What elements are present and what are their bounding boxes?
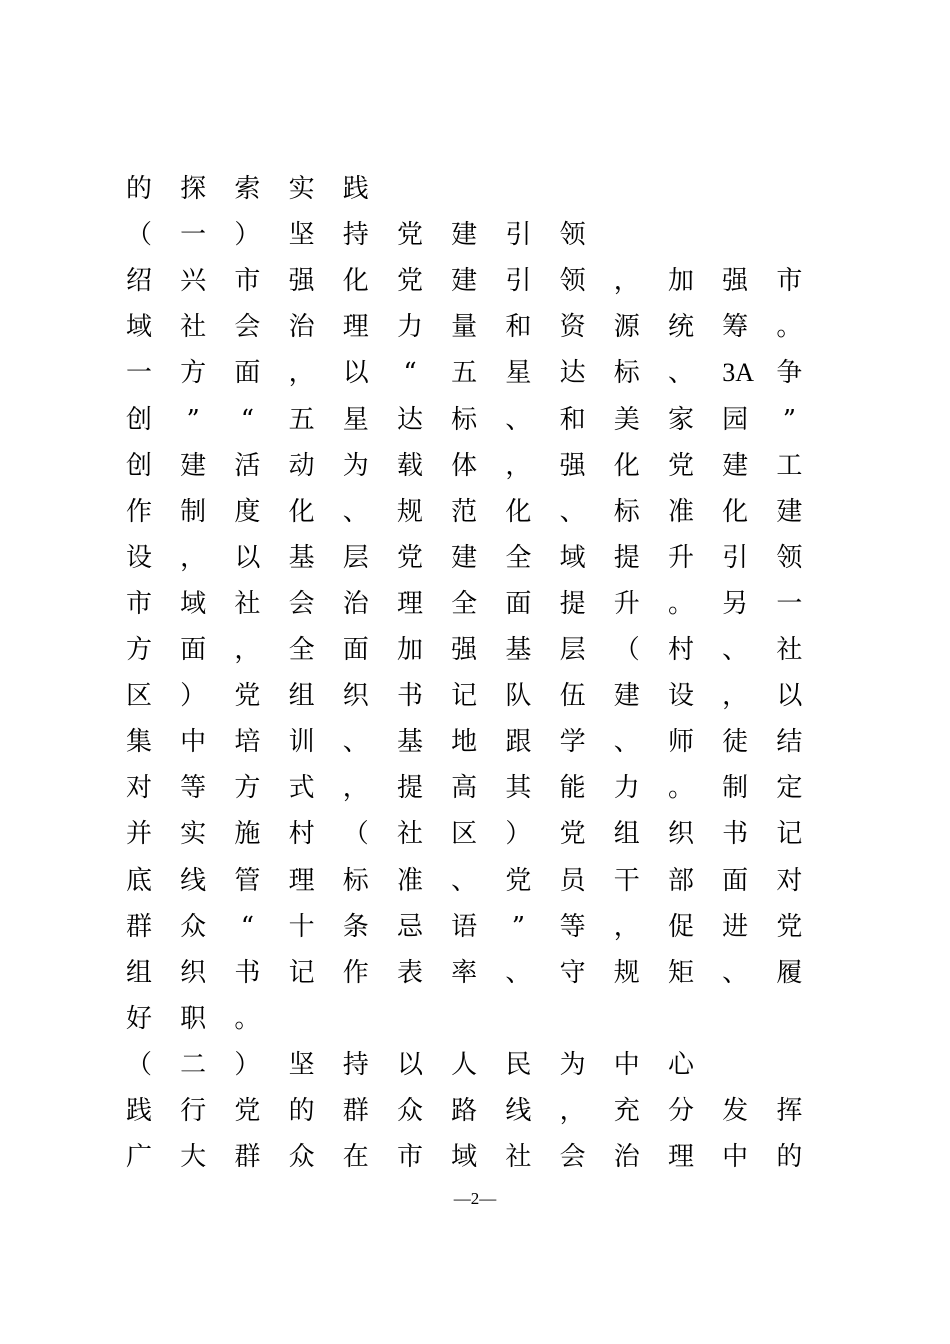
text-char: 、: [722, 635, 749, 665]
text-char: 化: [722, 496, 749, 527]
text-char: 全: [451, 588, 478, 619]
text-char: 化: [613, 450, 640, 481]
text-char: 方: [180, 358, 207, 389]
text-char: 组: [125, 957, 152, 988]
text-char: 员: [559, 865, 586, 896]
text-char: 队: [505, 681, 532, 712]
text-char: 广: [125, 1142, 152, 1173]
text-char: 在: [342, 1142, 369, 1173]
text-char: 引: [505, 266, 532, 297]
text-char: 、: [342, 727, 369, 758]
text-char: 充: [613, 1096, 640, 1126]
text-char: 党: [505, 865, 532, 896]
text-char: 线: [505, 1096, 532, 1126]
text-char: 统: [667, 312, 694, 343]
text-line: [124, 765, 804, 811]
text-char: 行: [180, 1096, 207, 1126]
text-char: 理: [396, 588, 423, 619]
text-line: [124, 1134, 804, 1180]
text-line: [124, 397, 804, 443]
text-char: 学: [559, 727, 586, 758]
text-char: 力: [613, 773, 640, 804]
text-char: ，: [234, 635, 261, 665]
text-char: 二: [180, 1049, 207, 1080]
text-char: 园: [722, 404, 749, 435]
text-char: 践: [342, 174, 369, 204]
text-char: 为: [342, 450, 369, 481]
text-char: 党: [234, 681, 261, 712]
text-char: 域: [559, 542, 586, 573]
text-char: 作: [125, 496, 152, 527]
text-char: 、: [559, 496, 586, 527]
text-char: 引: [505, 220, 532, 251]
text-char: ，: [505, 450, 532, 481]
text-char: 规: [613, 957, 640, 988]
text-char: 中: [722, 1142, 749, 1173]
text-char: 五: [288, 404, 315, 435]
text-char: 强: [559, 450, 586, 481]
text-char: 实: [180, 819, 207, 850]
text-char: 面: [722, 865, 749, 896]
text-char: ）: [234, 220, 261, 251]
text-char: 线: [180, 865, 207, 896]
text-char: 一: [125, 358, 152, 389]
text-char: 条: [342, 911, 369, 942]
text-char: 会: [559, 1142, 586, 1173]
text-char: “: [403, 358, 417, 389]
text-char: 众: [288, 1142, 315, 1173]
text-line: [124, 258, 804, 304]
text-char: 对: [776, 865, 803, 896]
text-char: 以: [396, 1049, 423, 1080]
text-char: 活: [234, 450, 261, 481]
text-char: 部: [667, 865, 694, 896]
text-char: 党: [396, 542, 423, 573]
text-char: 提: [613, 542, 640, 573]
text-char: 方: [234, 773, 261, 804]
text-char: 结: [776, 727, 803, 758]
text-char: 索: [234, 174, 261, 204]
text-char: 职: [180, 1003, 207, 1034]
text-char: 化: [505, 496, 532, 527]
text-char: 社: [396, 819, 423, 850]
text-char: 率: [451, 957, 478, 988]
text-char: 面: [234, 358, 261, 389]
text-char: 面: [342, 635, 369, 665]
text-line: [124, 535, 804, 581]
text-char: 村: [667, 635, 694, 665]
text-char: ”: [511, 911, 526, 942]
text-char: 资: [559, 312, 586, 343]
text-char: 域: [180, 588, 207, 619]
text-char: ）: [180, 681, 207, 712]
text-char: 的: [125, 174, 152, 204]
text-char: 升: [667, 542, 694, 573]
text-char: 提: [559, 588, 586, 619]
text-char: 心: [667, 1049, 694, 1080]
text-char: 理: [667, 1142, 694, 1173]
text-char: 路: [451, 1096, 478, 1126]
text-char: 持: [342, 1049, 369, 1080]
text-line: [124, 858, 804, 904]
text-char: 促: [667, 911, 694, 942]
text-char: 标: [613, 496, 640, 527]
text-char: ）: [234, 1049, 261, 1080]
text-char: 建: [451, 220, 478, 251]
text-char: 大: [180, 1142, 207, 1173]
text-char: 会: [234, 312, 261, 343]
text-line: [124, 950, 804, 996]
text-char: 区: [451, 819, 478, 850]
text-char: 。: [667, 588, 694, 619]
text-char: 其: [505, 773, 532, 804]
text-char: 治: [288, 312, 315, 343]
text-char: 和: [559, 404, 586, 435]
text-char: 定: [776, 773, 803, 804]
text-char: 标: [342, 865, 369, 896]
text-char: 建: [180, 450, 207, 481]
text-char: 源: [613, 312, 640, 343]
text-char: 五: [451, 358, 478, 389]
text-char: 美: [613, 404, 640, 435]
text-char: 基: [288, 542, 315, 573]
page-number: —2—: [453, 1189, 497, 1208]
text-char: 筹: [722, 312, 749, 343]
text-char: 升: [613, 588, 640, 619]
text-char: 中: [613, 1049, 640, 1080]
text-char: 量: [451, 312, 478, 343]
text-char: （: [125, 1049, 152, 1080]
text-char: 组: [613, 819, 640, 850]
text-char: 3A: [722, 358, 755, 388]
text-char: 、: [342, 496, 369, 527]
text-char: 达: [559, 358, 586, 389]
text-char: 。: [234, 1003, 261, 1034]
text-char: ，: [613, 266, 640, 297]
text-char: 党: [396, 266, 423, 297]
text-char: 徒: [722, 727, 749, 758]
text-char: 面: [180, 635, 207, 665]
text-char: 为: [559, 1049, 586, 1080]
text-char: 语: [451, 911, 478, 942]
text-char: 制: [180, 496, 207, 527]
text-char: 市: [234, 266, 261, 297]
text-line: [124, 489, 804, 535]
text-char: 分: [667, 1096, 694, 1126]
text-char: 区: [125, 681, 152, 712]
text-char: ，: [722, 681, 749, 712]
text-char: 等: [559, 911, 586, 942]
text-char: 书: [396, 681, 423, 712]
text-line: [124, 1088, 804, 1134]
text-char: 建: [776, 496, 803, 527]
text-line: [124, 166, 804, 212]
text-char: 度: [234, 496, 261, 527]
text-char: 治: [613, 1142, 640, 1173]
text-char: 党: [776, 911, 803, 942]
text-char: 市: [776, 266, 803, 297]
text-char: 领: [776, 542, 803, 573]
text-char: 十: [288, 911, 315, 942]
text-char: 书: [722, 819, 749, 850]
text-char: 地: [451, 727, 478, 758]
text-char: 、: [667, 358, 694, 389]
text-char: 施: [234, 819, 261, 850]
text-char: 准: [667, 496, 694, 527]
text-char: 以: [342, 358, 369, 389]
text-char: 式: [288, 773, 315, 804]
text-char: ，: [180, 542, 207, 573]
text-char: 社: [234, 588, 261, 619]
text-char: 进: [722, 911, 749, 942]
text-char: 规: [396, 496, 423, 527]
text-char: 力: [396, 312, 423, 343]
text-char: 坚: [288, 220, 315, 251]
text-char: 设: [667, 681, 694, 712]
text-char: 层: [559, 635, 586, 665]
text-char: 村: [288, 819, 315, 850]
text-char: 持: [342, 220, 369, 251]
text-char: 制: [722, 773, 749, 804]
text-char: ，: [559, 1096, 586, 1126]
text-char: 域: [451, 1142, 478, 1173]
text-line: [124, 212, 804, 258]
text-char: 训: [288, 727, 315, 758]
text-char: 域: [125, 312, 152, 343]
text-char: 坚: [288, 1049, 315, 1080]
text-char: 基: [505, 635, 532, 665]
text-char: 加: [396, 635, 423, 665]
text-char: 动: [288, 450, 315, 481]
text-char: 一: [180, 220, 207, 251]
text-char: 基: [396, 727, 423, 758]
text-char: ）: [505, 819, 532, 850]
text-char: 提: [396, 773, 423, 804]
text-char: ，: [288, 358, 315, 389]
text-char: 群: [342, 1096, 369, 1126]
text-char: 等: [180, 773, 207, 804]
text-char: 设: [125, 542, 152, 573]
text-char: “: [240, 911, 255, 942]
text-char: 会: [288, 588, 315, 619]
text-char: （: [125, 220, 152, 251]
text-char: 兴: [180, 266, 207, 297]
text-char: 强: [288, 266, 315, 297]
text-char: 作: [342, 957, 369, 988]
text-char: 记: [451, 681, 478, 712]
text-char: 全: [288, 635, 315, 665]
text-char: 和: [505, 312, 532, 343]
text-char: 挥: [776, 1096, 803, 1126]
text-char: 高: [451, 773, 478, 804]
text-char: 层: [342, 542, 369, 573]
text-char: 并: [125, 819, 152, 850]
text-line: [124, 350, 804, 396]
text-char: 以: [234, 542, 261, 573]
text-char: 星: [342, 404, 369, 435]
text-char: 另: [722, 588, 749, 619]
text-char: 党: [667, 450, 694, 481]
text-char: 强: [722, 266, 749, 297]
text-char: 底: [125, 865, 152, 896]
text-char: 绍: [125, 266, 152, 297]
text-char: 跟: [505, 727, 532, 758]
text-char: 培: [234, 727, 261, 758]
text-char: 民: [505, 1049, 532, 1080]
text-char: 范: [451, 496, 478, 527]
text-char: 标: [613, 358, 640, 389]
text-char: 干: [613, 865, 640, 896]
text-line: [124, 904, 804, 950]
text-char: 建: [451, 266, 478, 297]
text-char: 组: [288, 681, 315, 712]
text-char: 市: [396, 1142, 423, 1173]
text-char: 忌: [396, 911, 423, 942]
text-char: 探: [180, 174, 207, 204]
text-char: 星: [505, 358, 532, 389]
text-char: （: [613, 635, 640, 665]
text-char: 达: [396, 404, 423, 435]
text-char: 治: [342, 588, 369, 619]
text-char: 化: [342, 266, 369, 297]
text-char: 、: [722, 957, 749, 988]
text-char: 建: [451, 542, 478, 573]
text-char: 织: [667, 819, 694, 850]
text-char: 好: [125, 1003, 152, 1034]
text-char: 众: [180, 911, 207, 942]
text-char: 以: [776, 681, 803, 712]
text-char: ”: [782, 404, 797, 435]
text-char: 守: [559, 957, 586, 988]
text-char: 争: [776, 358, 803, 389]
text-char: 理: [288, 865, 315, 896]
text-char: 记: [776, 819, 803, 850]
text-char: 履: [776, 957, 803, 988]
text-char: 伍: [559, 681, 586, 712]
text-char: 群: [125, 911, 152, 942]
text-char: 加: [667, 266, 694, 297]
text-line: [124, 1042, 804, 1088]
text-char: “: [240, 404, 255, 435]
text-char: 体: [451, 450, 478, 481]
text-char: 社: [776, 635, 803, 665]
text-char: 、: [505, 957, 532, 988]
text-line: [124, 811, 804, 857]
text-char: 理: [342, 312, 369, 343]
text-char: 织: [342, 681, 369, 712]
text-char: 领: [559, 220, 586, 251]
text-line: [124, 581, 804, 627]
text-char: 工: [776, 450, 803, 481]
text-char: 管: [234, 865, 261, 896]
text-char: 市: [125, 588, 152, 619]
text-char: 建: [722, 450, 749, 481]
text-char: 全: [505, 542, 532, 573]
text-char: 人: [451, 1049, 478, 1080]
text-char: 能: [559, 773, 586, 804]
text-char: 面: [505, 588, 532, 619]
text-char: 实: [288, 174, 315, 204]
text-char: 集: [125, 727, 152, 758]
text-char: 方: [125, 635, 152, 665]
text-char: 社: [505, 1142, 532, 1173]
text-char: 一: [776, 588, 803, 619]
text-char: 织: [180, 957, 207, 988]
text-char: 党: [234, 1096, 261, 1126]
text-char: 化: [288, 496, 315, 527]
text-char: 矩: [667, 957, 694, 988]
text-char: 表: [396, 957, 423, 988]
text-char: ”: [186, 404, 200, 435]
text-char: 众: [396, 1096, 423, 1126]
text-char: 中: [180, 727, 207, 758]
text-char: ，: [342, 773, 369, 804]
text-char: 建: [613, 681, 640, 712]
text-line: [124, 673, 804, 719]
text-char: 、: [613, 727, 640, 758]
text-char: 准: [396, 865, 423, 896]
text-char: （: [342, 819, 369, 850]
text-char: 记: [288, 957, 315, 988]
text-char: 社: [180, 312, 207, 343]
text-char: 党: [559, 819, 586, 850]
text-char: 书: [234, 957, 261, 988]
text-char: 创: [125, 404, 152, 435]
text-char: 的: [776, 1142, 803, 1173]
text-line: [124, 443, 804, 489]
text-char: 党: [396, 220, 423, 251]
text-char: ，: [613, 911, 640, 942]
text-char: 创: [125, 450, 152, 481]
text-char: 标: [451, 404, 478, 435]
text-char: 师: [667, 727, 694, 758]
text-char: 载: [396, 450, 423, 481]
text-line: [124, 996, 804, 1042]
text-char: 、: [451, 865, 478, 896]
text-char: 领: [559, 266, 586, 297]
text-char: 。: [776, 312, 803, 343]
text-line: [124, 627, 804, 673]
text-char: 对: [125, 773, 152, 804]
text-char: 践: [125, 1096, 152, 1126]
text-char: 的: [288, 1096, 315, 1126]
text-char: 群: [234, 1142, 261, 1173]
text-char: 引: [722, 542, 749, 573]
text-line: [124, 719, 804, 765]
text-line: [124, 304, 804, 350]
text-char: 发: [722, 1096, 749, 1126]
text-char: 家: [667, 404, 694, 435]
text-char: 。: [667, 773, 694, 804]
text-char: 、: [505, 404, 532, 435]
text-char: 强: [451, 635, 478, 665]
